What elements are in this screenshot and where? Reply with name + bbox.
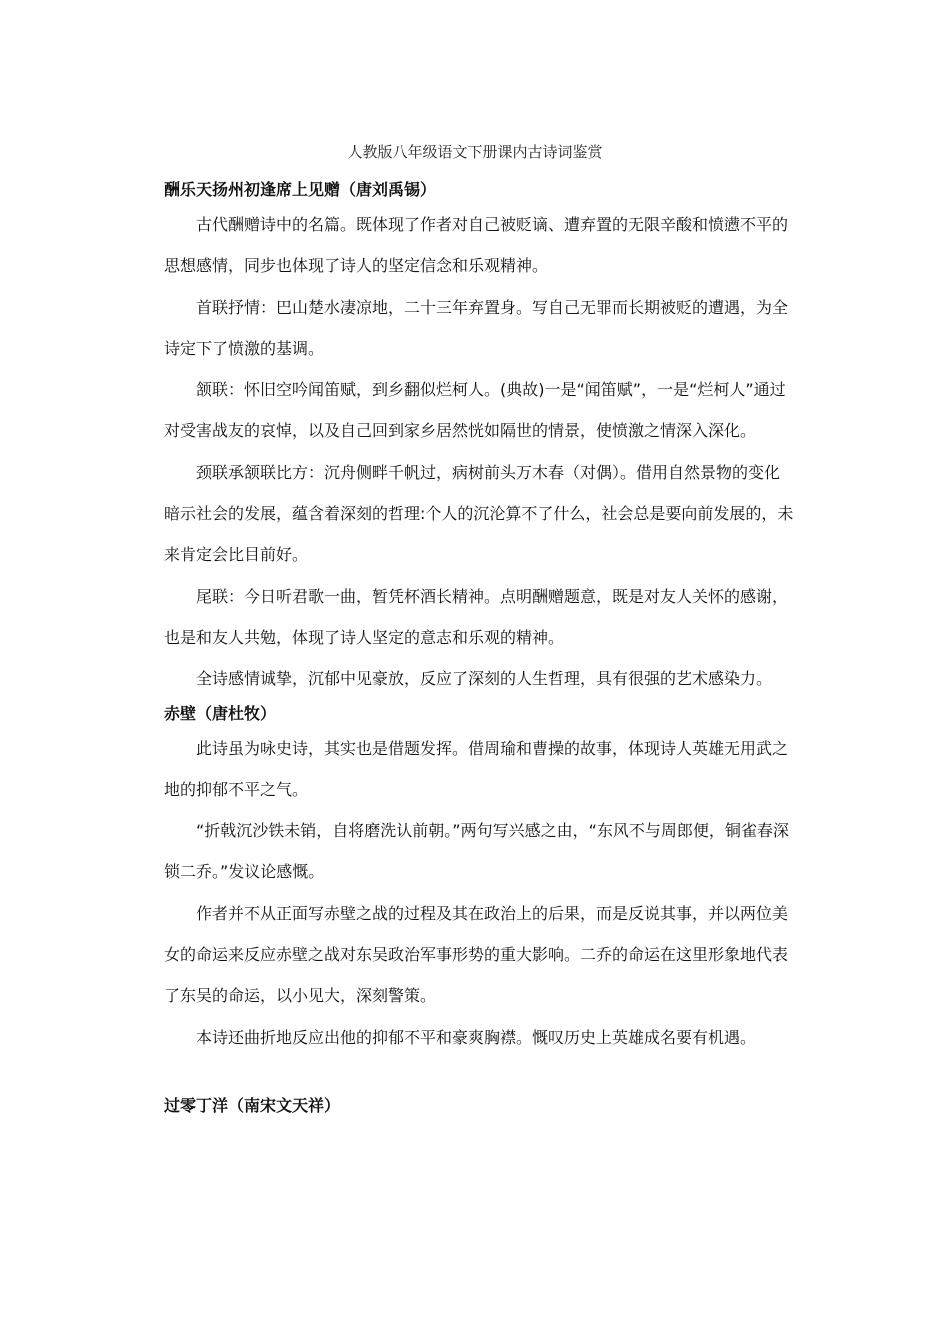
paragraph: 首联抒情：巴山楚水凄凉地，二十三年弃置身。写自己无罪而长期被贬的遭遇，为全诗定下了愤激的基调。 bbox=[164, 297, 789, 358]
section-wentianxiang bbox=[164, 1092, 794, 1120]
section-heading: 酬乐天扬州初逢席上见赠（唐刘禹锡） bbox=[164, 180, 437, 199]
paragraph: 尾联：今日听君歌一曲，暂凭杯酒长精神。点明酬赠题意，既是对友人关怀的感谢，也是和友人共勉，体现了诗人坚定的意志和乐观的精神。 bbox=[164, 586, 789, 647]
paragraph: 作者并不从正面写赤壁之战的过程及其在政治上的后果，而是反说其事，并以两位美女的命运来反应赤壁之战对东吴政治军事形势的重大影响。二乔的命运在这里形象地代表了东吴的命运，以小见大，深刻警策。 bbox=[164, 903, 789, 1006]
document-title: 人教版八年级语文下册课内古诗词鉴赏 bbox=[347, 143, 603, 161]
paragraph: 本诗还曲折地反应出他的抑郁不平和豪爽胸襟。慨叹历史上英雄成名要有机遇。 bbox=[196, 1027, 757, 1047]
section-heading: 过零丁洋（南宋文天祥） bbox=[164, 1095, 341, 1115]
paragraph: 全诗感情诚挚，沉郁中见豪放，反应了深刻的人生哲理，具有很强的艺术感染力。 bbox=[196, 669, 773, 689]
paragraph: 颈联承颔联比方：沉舟侧畔千帆过，病树前头万木春（对偶）。借用自然景物的变化暗示社会的发展，蕴含着深刻的哲理:个人的沉沦算不了什么，社会总是要向前发展的，未来肯定会比目前好。 bbox=[164, 462, 794, 565]
paragraph: 此诗虽为咏史诗，其实也是借题发挥。借周瑜和曹操的故事，体现诗人英雄无用武之地的抑郁不平之气。 bbox=[164, 738, 789, 799]
paragraph: 颔联：怀旧空吟闻笛赋，到乡翻似烂柯人。(典故)一是“闻笛赋”，一是“烂柯人”通过对受害战友的哀悼，以及自己回到家乡居然恍如隔世的情景，使愤激之情深入深化。 bbox=[164, 380, 786, 441]
document-body bbox=[164, 176, 794, 1120]
section-dumu bbox=[164, 700, 794, 1058]
paragraph: 古代酬赠诗中的名篇。既体现了作者对自己被贬谪、遭弃置的无限辛酸和愤懑不平的思想感情，同步也体现了诗人的坚定信念和乐观精神。 bbox=[164, 215, 789, 276]
paragraph: “折戟沉沙铁未销，自将磨洗认前朝。”两句写兴感之由，“东风不与周郎便，铜雀春深锁二乔。”发议论感慨。 bbox=[164, 821, 789, 882]
section-liuyuxi bbox=[164, 176, 794, 700]
section-spacer bbox=[164, 1058, 794, 1092]
section-heading: 赤壁（唐杜牧） bbox=[164, 703, 277, 723]
